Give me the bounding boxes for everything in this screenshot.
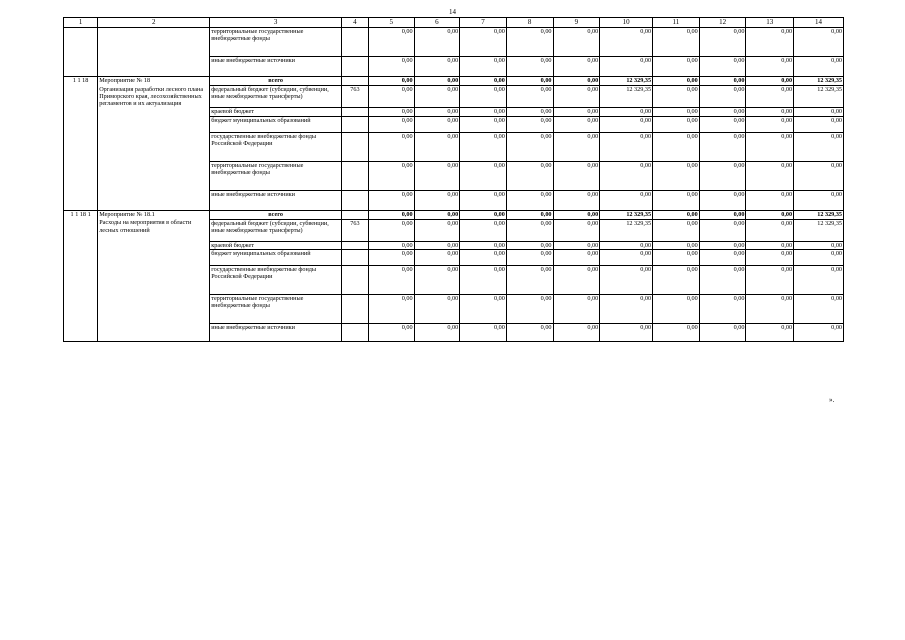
measure-name (98, 324, 210, 342)
amount-cell: 12 329,35 (600, 219, 653, 241)
amount-cell: 0,00 (553, 295, 600, 324)
row-id (64, 295, 98, 324)
amount-cell: 0,00 (460, 295, 507, 324)
budget-code (341, 161, 368, 190)
amount-cell: 0,00 (600, 108, 653, 116)
header-cell: 4 (341, 18, 368, 28)
amount-cell: 0,00 (460, 161, 507, 190)
amount-cell: 0,00 (600, 190, 653, 210)
measure-name (98, 266, 210, 295)
amount-cell: 12 329,35 (794, 77, 844, 86)
measure-name: Организация разработки лесного плана Приморского края, лесохозяйственных регламентов и их актуализация (98, 86, 210, 108)
amount-cell: 0,00 (699, 219, 746, 241)
funding-source: государственные внебюджетные фонды Российской Федерации (210, 132, 342, 161)
amount-cell: 0,00 (746, 190, 794, 210)
amount-cell: 0,00 (699, 86, 746, 108)
amount-cell: 0,00 (699, 241, 746, 249)
amount-cell: 0,00 (746, 86, 794, 108)
amount-cell: 0,00 (553, 324, 600, 342)
funding-source: территориальные государственные внебюджетные фонды (210, 295, 342, 324)
budget-code (341, 190, 368, 210)
amount-cell: 12 329,35 (794, 86, 844, 108)
table-row (64, 161, 844, 190)
amount-cell: 0,00 (653, 161, 700, 190)
amount-cell: 0,00 (368, 266, 414, 295)
row-id (64, 57, 98, 77)
amount-cell: 0,00 (794, 295, 844, 324)
amount-cell: 0,00 (553, 161, 600, 190)
amount-cell: 0,00 (600, 116, 653, 132)
funding-source: бюджет муниципальных образований (210, 250, 342, 266)
budget-code (341, 324, 368, 342)
table-row (64, 108, 844, 116)
amount-cell: 0,00 (506, 190, 553, 210)
amount-cell: 0,00 (600, 161, 653, 190)
budget-code (341, 266, 368, 295)
amount-cell: 0,00 (414, 28, 460, 57)
budget-code (341, 57, 368, 77)
amount-cell: 0,00 (746, 219, 794, 241)
amount-cell: 0,00 (368, 324, 414, 342)
row-id (64, 250, 98, 266)
table-row (64, 210, 844, 219)
budget-code (341, 210, 368, 219)
row-id (64, 324, 98, 342)
amount-cell: 0,00 (368, 250, 414, 266)
amount-cell: 0,00 (460, 116, 507, 132)
amount-cell: 0,00 (368, 86, 414, 108)
amount-cell: 0,00 (506, 241, 553, 249)
amount-cell: 0,00 (414, 241, 460, 249)
table-row (64, 132, 844, 161)
row-id: 1 1 18 1 (64, 210, 98, 219)
amount-cell: 0,00 (699, 266, 746, 295)
amount-cell: 0,00 (506, 132, 553, 161)
amount-cell: 0,00 (746, 241, 794, 249)
amount-cell: 0,00 (368, 108, 414, 116)
row-id (64, 161, 98, 190)
amount-cell: 0,00 (746, 250, 794, 266)
amount-cell: 0,00 (460, 132, 507, 161)
amount-cell: 0,00 (746, 28, 794, 57)
table-row (64, 116, 844, 132)
measure-name: Мероприятие № 18.1 (98, 210, 210, 219)
amount-cell: 0,00 (653, 116, 700, 132)
funding-source: иные внебюджетные источники (210, 190, 342, 210)
amount-cell: 0,00 (653, 86, 700, 108)
header-row (64, 18, 844, 28)
amount-cell: 0,00 (368, 190, 414, 210)
header-cell: 12 (699, 18, 746, 28)
amount-cell: 0,00 (414, 77, 460, 86)
budget-code (341, 241, 368, 249)
amount-cell: 0,00 (794, 250, 844, 266)
amount-cell: 0,00 (414, 132, 460, 161)
amount-cell: 0,00 (746, 295, 794, 324)
funding-source: государственные внебюджетные фонды Российской Федерации (210, 266, 342, 295)
amount-cell: 0,00 (653, 295, 700, 324)
amount-cell: 0,00 (414, 190, 460, 210)
amount-cell: 0,00 (506, 116, 553, 132)
amount-cell: 0,00 (746, 210, 794, 219)
amount-cell: 0,00 (506, 250, 553, 266)
amount-cell: 0,00 (553, 57, 600, 77)
funding-source: всего (210, 210, 342, 219)
amount-cell: 0,00 (794, 324, 844, 342)
amount-cell: 0,00 (794, 116, 844, 132)
amount-cell: 0,00 (414, 219, 460, 241)
row-id (64, 241, 98, 249)
amount-cell: 0,00 (414, 250, 460, 266)
measure-name: Расходы на мероприятия в области лесных отношений (98, 219, 210, 241)
budget-code (341, 77, 368, 86)
header-cell: 7 (460, 18, 507, 28)
amount-cell: 0,00 (368, 28, 414, 57)
measure-name (98, 28, 210, 57)
funding-source: федеральный бюджет (субсидии, субвенции, иные межбюджетные трансферты) (210, 86, 342, 108)
amount-cell: 0,00 (600, 295, 653, 324)
measure-name (98, 132, 210, 161)
measure-name: Мероприятие № 18 (98, 77, 210, 86)
funding-source: краевой бюджет (210, 241, 342, 249)
amount-cell: 0,00 (414, 161, 460, 190)
amount-cell: 0,00 (460, 324, 507, 342)
amount-cell: 0,00 (653, 219, 700, 241)
amount-cell: 0,00 (699, 77, 746, 86)
table-row (64, 295, 844, 324)
amount-cell: 0,00 (460, 219, 507, 241)
amount-cell: 0,00 (460, 210, 507, 219)
header-cell: 2 (98, 18, 210, 28)
measure-name (98, 241, 210, 249)
table-row (64, 86, 844, 108)
table-row (64, 324, 844, 342)
amount-cell: 0,00 (553, 190, 600, 210)
table-row (64, 57, 844, 77)
amount-cell: 0,00 (746, 324, 794, 342)
row-id: 1 1 18 (64, 77, 98, 86)
amount-cell: 0,00 (746, 108, 794, 116)
table-row (64, 28, 844, 57)
amount-cell: 0,00 (553, 28, 600, 57)
funding-source: федеральный бюджет (субсидии, субвенции, иные межбюджетные трансферты) (210, 219, 342, 241)
amount-cell: 0,00 (699, 190, 746, 210)
amount-cell: 0,00 (460, 250, 507, 266)
table-row (64, 266, 844, 295)
amount-cell: 12 329,35 (600, 210, 653, 219)
amount-cell: 0,00 (653, 241, 700, 249)
amount-cell: 0,00 (794, 190, 844, 210)
amount-cell: 0,00 (553, 77, 600, 86)
amount-cell: 0,00 (506, 57, 553, 77)
amount-cell: 0,00 (553, 108, 600, 116)
header-cell: 14 (794, 18, 844, 28)
amount-cell: 12 329,35 (600, 77, 653, 86)
budget-code: 763 (341, 219, 368, 241)
amount-cell: 0,00 (653, 250, 700, 266)
measure-name (98, 295, 210, 324)
amount-cell: 0,00 (746, 132, 794, 161)
amount-cell: 0,00 (794, 266, 844, 295)
amount-cell: 12 329,35 (794, 219, 844, 241)
amount-cell: 0,00 (746, 116, 794, 132)
header-cell: 6 (414, 18, 460, 28)
measure-name (98, 190, 210, 210)
amount-cell: 0,00 (699, 295, 746, 324)
header-cell: 1 (64, 18, 98, 28)
amount-cell: 0,00 (414, 86, 460, 108)
amount-cell: 0,00 (506, 295, 553, 324)
measure-name (98, 57, 210, 77)
amount-cell: 0,00 (699, 210, 746, 219)
amount-cell: 0,00 (794, 28, 844, 57)
amount-cell: 0,00 (414, 266, 460, 295)
amount-cell: 0,00 (699, 132, 746, 161)
amount-cell: 0,00 (460, 77, 507, 86)
amount-cell: 0,00 (600, 241, 653, 249)
measure-name (98, 108, 210, 116)
budget-code (341, 132, 368, 161)
amount-cell: 0,00 (368, 116, 414, 132)
amount-cell: 0,00 (506, 324, 553, 342)
table-row (64, 190, 844, 210)
row-id (64, 28, 98, 57)
funding-source: иные внебюджетные источники (210, 57, 342, 77)
amount-cell: 0,00 (506, 219, 553, 241)
amount-cell: 0,00 (506, 108, 553, 116)
amount-cell: 0,00 (553, 210, 600, 219)
amount-cell: 0,00 (368, 57, 414, 77)
row-id (64, 116, 98, 132)
amount-cell: 0,00 (506, 28, 553, 57)
amount-cell: 0,00 (653, 57, 700, 77)
budget-code (341, 108, 368, 116)
amount-cell: 0,00 (794, 161, 844, 190)
amount-cell: 0,00 (414, 295, 460, 324)
amount-cell: 0,00 (653, 77, 700, 86)
header-cell: 3 (210, 18, 342, 28)
row-id (64, 108, 98, 116)
end-mark: ». (829, 396, 835, 404)
header-cell: 11 (653, 18, 700, 28)
funding-source: иные внебюджетные источники (210, 324, 342, 342)
page-number: 14 (449, 8, 456, 16)
funding-source: территориальные государственные внебюджетные фонды (210, 161, 342, 190)
amount-cell: 0,00 (699, 28, 746, 57)
table-row (64, 219, 844, 241)
amount-cell: 0,00 (746, 266, 794, 295)
amount-cell: 0,00 (653, 190, 700, 210)
amount-cell: 0,00 (746, 77, 794, 86)
amount-cell: 0,00 (553, 250, 600, 266)
amount-cell: 0,00 (506, 210, 553, 219)
amount-cell: 0,00 (368, 295, 414, 324)
amount-cell: 0,00 (460, 190, 507, 210)
amount-cell: 0,00 (553, 266, 600, 295)
amount-cell: 0,00 (414, 57, 460, 77)
funding-source: краевой бюджет (210, 108, 342, 116)
amount-cell: 0,00 (699, 108, 746, 116)
amount-cell: 0,00 (460, 86, 507, 108)
amount-cell: 0,00 (553, 132, 600, 161)
amount-cell: 0,00 (414, 116, 460, 132)
amount-cell: 0,00 (460, 57, 507, 77)
amount-cell: 0,00 (794, 57, 844, 77)
amount-cell: 0,00 (600, 28, 653, 57)
row-id (64, 266, 98, 295)
budget-code (341, 116, 368, 132)
budget-code (341, 250, 368, 266)
amount-cell: 0,00 (368, 132, 414, 161)
budget-code: 763 (341, 86, 368, 108)
table-row (64, 77, 844, 86)
header-cell: 5 (368, 18, 414, 28)
header-cell: 10 (600, 18, 653, 28)
amount-cell: 0,00 (553, 219, 600, 241)
budget-code (341, 295, 368, 324)
table-row (64, 250, 844, 266)
amount-cell: 0,00 (699, 250, 746, 266)
amount-cell: 12 329,35 (794, 210, 844, 219)
amount-cell: 0,00 (600, 57, 653, 77)
amount-cell: 0,00 (794, 241, 844, 249)
amount-cell: 0,00 (600, 132, 653, 161)
amount-cell: 0,00 (653, 132, 700, 161)
measure-name (98, 116, 210, 132)
budget-code (341, 28, 368, 57)
amount-cell: 0,00 (600, 266, 653, 295)
amount-cell: 12 329,35 (600, 86, 653, 108)
amount-cell: 0,00 (368, 161, 414, 190)
amount-cell: 0,00 (460, 241, 507, 249)
amount-cell: 0,00 (653, 28, 700, 57)
row-id (64, 86, 98, 108)
amount-cell: 0,00 (794, 132, 844, 161)
amount-cell: 0,00 (506, 266, 553, 295)
header-cell: 8 (506, 18, 553, 28)
funding-source: территориальные государственные внебюджетные фонды (210, 28, 342, 57)
amount-cell: 0,00 (414, 210, 460, 219)
amount-cell: 0,00 (600, 250, 653, 266)
amount-cell: 0,00 (600, 324, 653, 342)
amount-cell: 0,00 (794, 108, 844, 116)
amount-cell: 0,00 (699, 116, 746, 132)
header-cell: 13 (746, 18, 794, 28)
funding-source: всего (210, 77, 342, 86)
measure-name (98, 161, 210, 190)
amount-cell: 0,00 (653, 324, 700, 342)
amount-cell: 0,00 (414, 324, 460, 342)
amount-cell: 0,00 (746, 161, 794, 190)
budget-table (63, 17, 844, 342)
amount-cell: 0,00 (368, 77, 414, 86)
row-id (64, 132, 98, 161)
measure-name (98, 250, 210, 266)
amount-cell: 0,00 (368, 241, 414, 249)
amount-cell: 0,00 (653, 108, 700, 116)
amount-cell: 0,00 (653, 210, 700, 219)
amount-cell: 0,00 (460, 28, 507, 57)
amount-cell: 0,00 (553, 116, 600, 132)
amount-cell: 0,00 (699, 161, 746, 190)
amount-cell: 0,00 (368, 219, 414, 241)
header-cell: 9 (553, 18, 600, 28)
amount-cell: 0,00 (699, 324, 746, 342)
amount-cell: 0,00 (506, 161, 553, 190)
row-id (64, 190, 98, 210)
amount-cell: 0,00 (553, 86, 600, 108)
table-row (64, 241, 844, 249)
amount-cell: 0,00 (746, 57, 794, 77)
amount-cell: 0,00 (506, 86, 553, 108)
amount-cell: 0,00 (506, 77, 553, 86)
funding-source: бюджет муниципальных образований (210, 116, 342, 132)
amount-cell: 0,00 (460, 266, 507, 295)
amount-cell: 0,00 (653, 266, 700, 295)
row-id (64, 219, 98, 241)
amount-cell: 0,00 (553, 241, 600, 249)
amount-cell: 0,00 (460, 108, 507, 116)
amount-cell: 0,00 (699, 57, 746, 77)
amount-cell: 0,00 (368, 210, 414, 219)
amount-cell: 0,00 (414, 108, 460, 116)
